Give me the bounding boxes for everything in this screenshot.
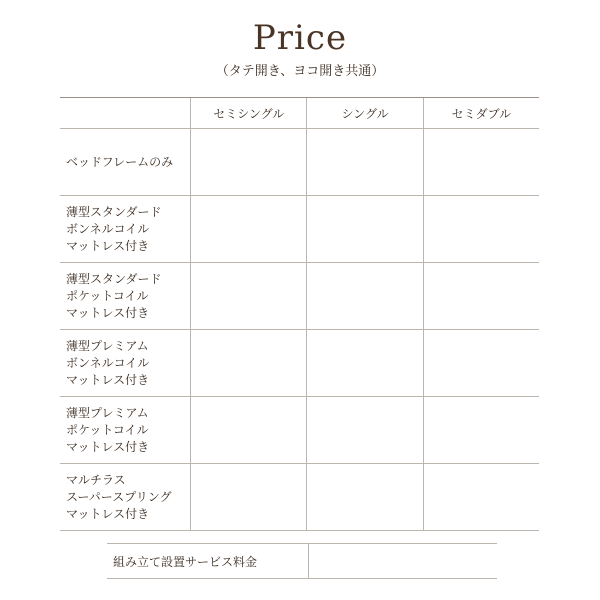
assembly-fee-value: [308, 544, 497, 578]
table-row: [60, 464, 539, 531]
table-row: [60, 196, 539, 263]
price-cell: [423, 196, 539, 263]
table-header-row: [60, 98, 539, 129]
page-title: Price: [252, 18, 348, 58]
price-cell: [307, 464, 423, 531]
table-row: [60, 129, 539, 196]
price-cell: [423, 464, 539, 531]
price-cell: [191, 464, 307, 531]
page-subtitle: （タテ開き、ヨコ開き共通）: [215, 64, 385, 79]
assembly-fee-label: 組み立て設置サービス料金: [113, 554, 258, 569]
row-label: 薄型スタンダード ボンネルコイル マットレス付き: [60, 196, 191, 263]
price-cell: [423, 263, 539, 330]
column-header-semi-double: セミダブル: [423, 98, 539, 129]
price-cell: [307, 397, 423, 464]
price-cell: [191, 196, 307, 263]
price-cell: [191, 397, 307, 464]
price-cell: [307, 330, 423, 397]
price-cell: [307, 129, 423, 196]
row-label: 薄型プレミアム ポケットコイル マットレス付き: [60, 397, 191, 464]
price-cell: [423, 397, 539, 464]
price-cell: [423, 330, 539, 397]
column-header-single: シングル: [307, 98, 423, 129]
price-cell: [191, 330, 307, 397]
row-label: 薄型スタンダード ポケットコイル マットレス付き: [60, 263, 191, 330]
price-cell: [191, 129, 307, 196]
price-cell: [191, 263, 307, 330]
price-table: [60, 97, 539, 531]
table-row: [60, 397, 539, 464]
row-label: マルチラス スーパースプリング マットレス付き: [60, 464, 191, 531]
table-row: [60, 330, 539, 397]
assembly-fee-row: [107, 543, 497, 579]
table-row: [60, 263, 539, 330]
price-cell: [307, 196, 423, 263]
row-label: 薄型プレミアム ボンネルコイル マットレス付き: [60, 330, 191, 397]
price-cell: [307, 263, 423, 330]
column-header-semi-single: セミシングル: [191, 98, 307, 129]
row-label: ベッドフレームのみ: [60, 129, 191, 196]
price-cell: [423, 129, 539, 196]
table-corner: [60, 98, 191, 129]
